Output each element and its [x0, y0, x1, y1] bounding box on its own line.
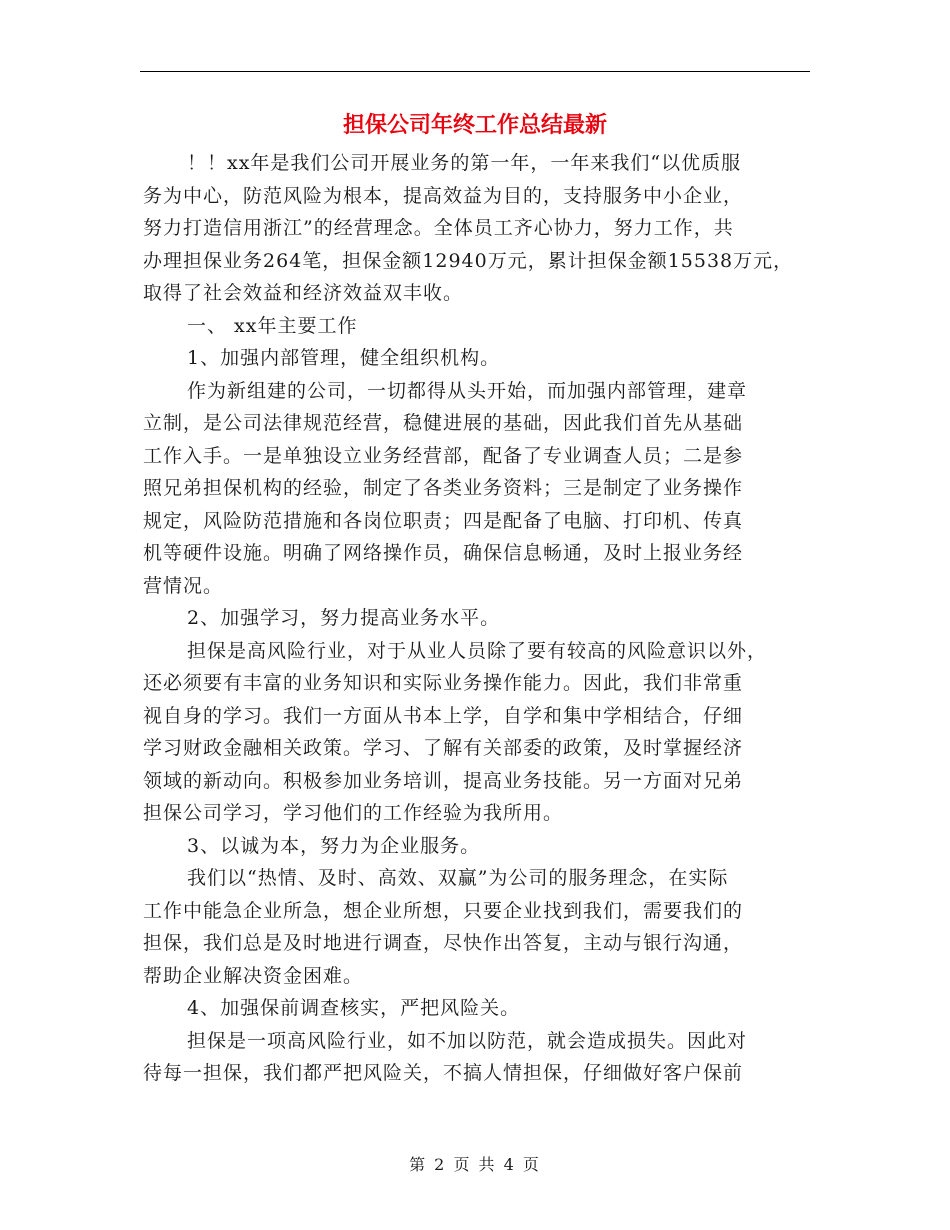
text-line: 一、 xx年主要工作 [187, 314, 358, 337]
text-line: 营情况。 [143, 574, 224, 597]
text-line: 规定，风险防范措施和各岗位职责；四是配备了电脑、打印机、传真 [143, 509, 744, 532]
document-title: 担保公司年终工作总结最新 [342, 113, 607, 138]
text-line: 2、加强学习，努力提高业务水平。 [187, 607, 501, 629]
text-line: 担保是高风险行业，对于从业人员除了要有较高的风险意识以外， [187, 639, 768, 662]
text-line: 帮助企业解决资金困难。 [143, 964, 364, 987]
text-line: ！！xx年是我们公司开展业务的第一年，一年来我们“以优质服 [187, 152, 742, 174]
text-line: 还必须要有丰富的业务知识和实际业务操作能力。因此，我们非常重 [143, 672, 744, 694]
text-line: 我们以“热情、及时、高效、双赢”为公司的服务理念，在实际 [187, 867, 729, 889]
text-line: 办理担保业务264笔，担保金额12940万元，累计担保金额15538万元， [143, 249, 794, 272]
text-line: 作为新组建的公司，一切都得从头开始，而加强内部管理，建章 [187, 379, 748, 402]
text-line: 努力打造信用浙江”的经营理念。全体员工齐心协力，努力工作，共 [143, 217, 734, 239]
document-body [143, 147, 815, 1090]
page-footer: 第 2 页 共 4 页 [409, 1155, 541, 1174]
header-rule [140, 71, 810, 72]
text-line: 担保，我们总是及时地进行调查，尽快作出答复，主动与银行沟通， [143, 932, 744, 954]
text-line: 取得了社会效益和经济效益双丰收。 [143, 282, 464, 304]
text-line: 工作入手。一是单独设立业务经营部，配备了专业调查人员；二是参 [143, 444, 744, 467]
text-line: 担保公司学习，学习他们的工作经验为我所用。 [143, 802, 564, 824]
text-line: 视自身的学习。我们一方面从书本上学，自学和集中学相结合，仔细 [143, 704, 744, 727]
text-line: 担保是一项高风险行业，如不加以防范，就会造成损失。因此对 [187, 1029, 748, 1052]
text-line: 4、加强保前调查核实，严把风险关。 [187, 997, 521, 1019]
text-line: 立制，是公司法律规范经营，稳健进展的基础，因此我们首先从基础 [143, 412, 744, 434]
text-line: 照兄弟担保机构的经验，制定了各类业务资料；三是制定了业务操作 [143, 477, 744, 499]
text-line: 领域的新动向。积极参加业务培训，提高业务技能。另一方面对兄弟 [143, 769, 744, 792]
text-line: 待每一担保，我们都严把风险关，不搞人情担保，仔细做好客户保前 [143, 1062, 744, 1084]
text-line: 机等硬件设施。明确了网络操作员，确保信息畅通，及时上报业务经 [143, 542, 744, 564]
text-line: 工作中能急企业所急，想企业所想，只要企业找到我们，需要我们的 [143, 899, 744, 922]
text-line: 1、加强内部管理，健全组织机构。 [187, 347, 501, 369]
text-line: 学习财政金融相关政策。学习、了解有关部委的政策，及时掌握经济 [143, 737, 744, 759]
text-line: 3、以诚为本，努力为企业服务。 [187, 834, 481, 857]
text-line: 务为中心，防范风险为根本，提高效益为目的，支持服务中小企业， [143, 184, 744, 207]
